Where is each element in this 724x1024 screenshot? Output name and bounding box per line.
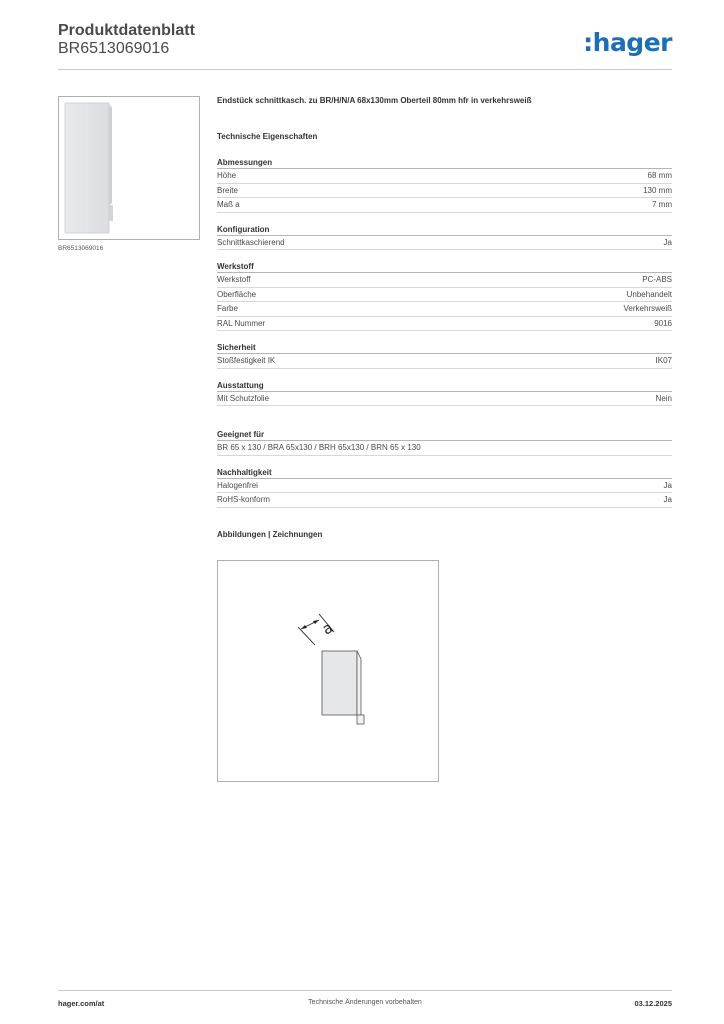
section-title: Werkstoff bbox=[217, 262, 672, 273]
section-abmessungen bbox=[217, 158, 672, 213]
row-label: Oberfläche bbox=[217, 289, 257, 299]
section-ausstattung bbox=[217, 381, 672, 407]
arrow-head-icon bbox=[301, 625, 307, 629]
row-value: PC-ABS bbox=[642, 275, 672, 284]
row-label: Halogenfrei bbox=[217, 480, 258, 490]
row-label: Höhe bbox=[217, 171, 237, 180]
table-row bbox=[217, 441, 672, 456]
table-row bbox=[217, 392, 672, 407]
section-geeignet-fuer bbox=[217, 430, 672, 456]
row-value: 9016 bbox=[654, 318, 672, 328]
section-sicherheit bbox=[217, 343, 672, 369]
section-nachhaltigkeit bbox=[217, 468, 672, 508]
end-cap-tab bbox=[357, 715, 364, 724]
end-cap-side bbox=[357, 651, 361, 715]
table-row bbox=[217, 184, 672, 199]
row-label: Farbe bbox=[217, 304, 238, 313]
thumbnail-caption: BR6513069016 bbox=[58, 245, 104, 252]
row-label: BR 65 x 130 / BRA 65x130 / BRH 65x130 / BRN 65 x 130 bbox=[217, 443, 421, 452]
section-title: Ausstattung bbox=[217, 381, 672, 392]
row-label: Schnittkaschierend bbox=[217, 237, 285, 247]
section-title: Nachhaltigkeit bbox=[217, 468, 672, 479]
section-werkstoff bbox=[217, 262, 672, 331]
row-label: Maß a bbox=[217, 200, 240, 209]
product-content bbox=[217, 96, 672, 542]
row-value: 130 mm bbox=[643, 185, 672, 195]
row-value: Ja bbox=[663, 480, 672, 490]
section-title: Abmessungen bbox=[217, 158, 672, 169]
row-value: Ja bbox=[663, 495, 672, 504]
hager-logo bbox=[583, 28, 672, 57]
dimension-line bbox=[298, 627, 315, 645]
page-footer bbox=[58, 990, 672, 1010]
end-cap-photo-icon bbox=[59, 97, 199, 239]
end-cap-drawing-icon bbox=[218, 561, 438, 781]
row-label: Breite bbox=[217, 185, 238, 195]
logo-colon-icon: : bbox=[583, 28, 593, 57]
table-row bbox=[217, 302, 672, 317]
table-row bbox=[217, 288, 672, 303]
section-konfiguration bbox=[217, 225, 672, 251]
row-value: Verkehrsweiß bbox=[623, 304, 672, 313]
footer-disclaimer: Technische Änderungen vorbehalten bbox=[308, 999, 422, 1006]
table-row bbox=[217, 479, 672, 494]
product-number: BR6513069016 bbox=[58, 40, 170, 57]
row-label: RAL Nummer bbox=[217, 318, 266, 328]
row-value: IK07 bbox=[655, 356, 672, 365]
footer-url[interactable]: hager.com/at bbox=[58, 999, 105, 1008]
row-value: Nein bbox=[655, 393, 672, 403]
product-thumbnail bbox=[58, 96, 200, 240]
row-label: RoHS-konform bbox=[217, 495, 270, 504]
document-title: Produktdatenblatt bbox=[58, 22, 195, 39]
footer-date: 03.12.2025 bbox=[634, 999, 672, 1008]
table-row bbox=[217, 169, 672, 184]
row-label: Mit Schutzfolie bbox=[217, 393, 270, 403]
end-cap-body bbox=[322, 651, 357, 715]
arrow-head-icon bbox=[313, 620, 319, 624]
row-label: Werkstoff bbox=[217, 275, 251, 284]
row-value: 7 mm bbox=[652, 200, 672, 209]
section-title: Konfiguration bbox=[217, 225, 672, 236]
technical-drawing bbox=[217, 560, 439, 782]
row-value: Unbehandelt bbox=[626, 289, 672, 299]
row-value: 68 mm bbox=[647, 171, 672, 180]
row-value: Ja bbox=[663, 237, 672, 247]
page-header bbox=[58, 22, 672, 70]
logo-text: hager bbox=[592, 28, 672, 57]
table-row bbox=[217, 317, 672, 332]
table-row bbox=[217, 493, 672, 508]
product-description: Endstück schnittkasch. zu BR/H/N/A 68x130mm Oberteil 80mm hfr in verkehrsweiß bbox=[217, 96, 532, 105]
tech-properties-heading: Technische Eigenschaften bbox=[217, 132, 318, 141]
table-row bbox=[217, 198, 672, 213]
table-row bbox=[217, 236, 672, 251]
images-heading: Abbildungen | Zeichnungen bbox=[217, 529, 323, 539]
table-row bbox=[217, 354, 672, 369]
dimension-label: a bbox=[319, 618, 336, 639]
table-row bbox=[217, 273, 672, 288]
row-label: Stoßfestigkeit IK bbox=[217, 356, 276, 365]
section-title: Geeignet für bbox=[217, 430, 672, 441]
section-title: Sicherheit bbox=[217, 343, 672, 354]
